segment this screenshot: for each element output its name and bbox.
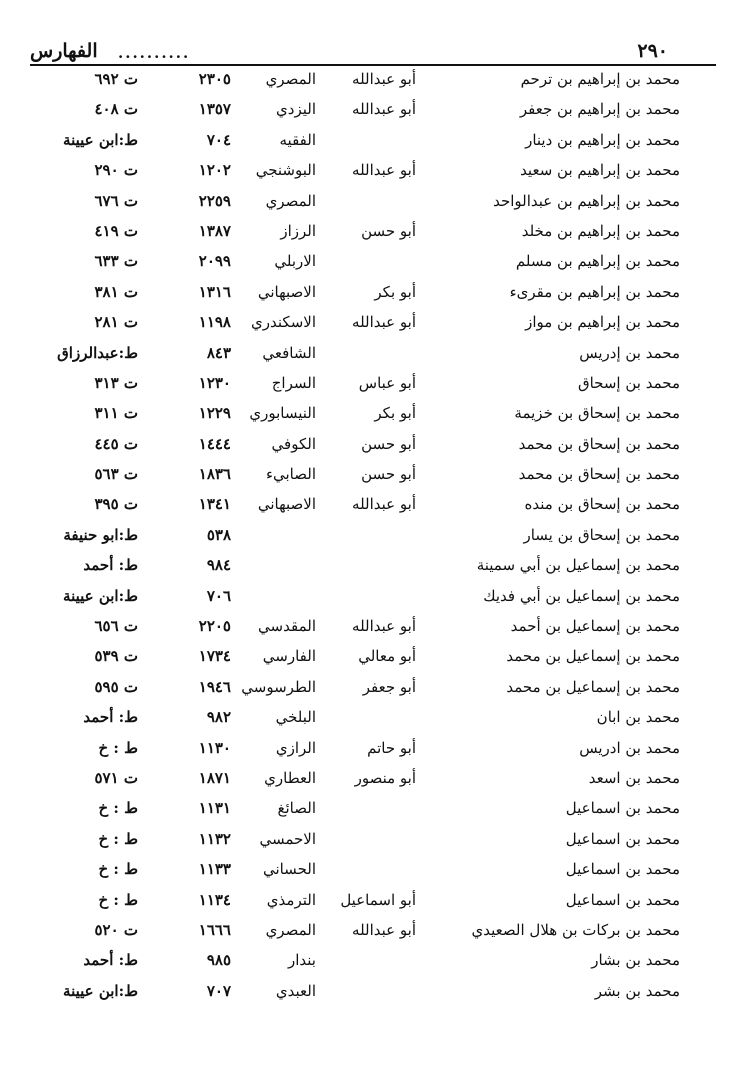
entry-number: ٧٠٦ <box>206 586 231 605</box>
entry-reference: ط:ابو حنيفة <box>63 525 138 544</box>
entry-number: ٢٢٥٩ <box>198 191 231 210</box>
entry-reference: ت ٣١٣ <box>94 373 138 392</box>
narrator-nisba: الفارسي <box>262 647 316 666</box>
entry-number: ٧٠٧ <box>206 981 231 1000</box>
entry-reference: ط:عبدالرزاق <box>57 343 138 362</box>
index-row <box>0 368 746 398</box>
entry-number: ١٣١٦ <box>198 282 231 301</box>
index-row <box>0 854 746 884</box>
entry-number: ١٣٤١ <box>198 495 231 514</box>
narrator-name: محمد بن اسماعيل <box>565 829 680 848</box>
index-row <box>0 155 746 185</box>
entry-reference: ت ٦٩٢ <box>94 70 138 88</box>
entry-number: ١١٩٨ <box>198 313 231 332</box>
narrator-kunya: أبو حسن <box>361 465 416 484</box>
narrator-name: محمد بن اسعد <box>588 768 680 787</box>
narrator-nisba: الطرسوسي <box>241 677 316 696</box>
index-row <box>0 641 746 671</box>
entry-reference: ت ٢٨١ <box>94 313 138 332</box>
entry-reference: ط : خ <box>98 738 138 757</box>
index-row <box>0 702 746 732</box>
index-row <box>0 186 746 216</box>
entry-number: ١١٣٣ <box>198 860 231 879</box>
entry-reference: ط : خ <box>98 799 138 818</box>
entry-reference: ت ٤٠٨ <box>94 100 138 119</box>
narrator-name: محمد بن إبراهيم بن عبدالواحد <box>493 191 680 210</box>
index-row <box>0 246 746 276</box>
narrator-name: محمد بن إسماعيل بن أبي فديك <box>483 586 680 605</box>
narrator-kunya: أبو بكر <box>374 282 416 301</box>
entry-number: ١٢٠٢ <box>198 161 231 180</box>
entry-number: ١١٣٤ <box>198 890 231 909</box>
entry-reference: ت ٣٨١ <box>94 282 138 301</box>
narrator-kunya: أبو عبدالله <box>352 920 416 939</box>
narrator-name: محمد بن اسماعيل <box>565 799 680 818</box>
index-row <box>0 915 746 945</box>
narrator-kunya: أبو منصور <box>354 768 416 787</box>
entry-number: ١٧٣٤ <box>198 647 231 666</box>
narrator-nisba: الرازي <box>275 738 316 757</box>
entry-reference: ط:ابن عيينة <box>63 130 138 149</box>
entry-number: ٥٣٨ <box>206 525 231 544</box>
narrator-nisba: الصابيء <box>265 465 316 484</box>
entry-reference: ط: أحمد <box>83 556 138 575</box>
narrator-name: محمد بن إسحاق <box>577 373 680 392</box>
narrator-name: محمد بن اسماعيل <box>565 860 680 879</box>
entry-reference: ت ٥٢٠ <box>94 920 138 939</box>
narrator-nisba: الشافعي <box>262 343 316 362</box>
entry-reference: ط:ابن عيينة <box>63 586 138 605</box>
narrator-name: محمد بن بشار <box>591 951 680 970</box>
entry-reference: ط : خ <box>98 829 138 848</box>
narrator-kunya: أبو جعفر <box>362 677 416 696</box>
entry-number: ٧٠٤ <box>206 130 231 149</box>
narrator-name: محمد بن إبراهيم بن ترحم <box>520 70 680 88</box>
entry-reference: ت ٥٩٥ <box>94 677 138 696</box>
narrator-nisba: الكوفي <box>271 434 316 453</box>
entry-number: ١٩٤٦ <box>198 677 231 696</box>
narrator-name: محمد بن إبراهيم بن مخلد <box>521 221 680 240</box>
index-row <box>0 489 746 519</box>
entry-reference: ت ٣٩٥ <box>94 495 138 514</box>
entry-reference: ت ٦٧٦ <box>94 191 138 210</box>
entry-number: ٨٤٣ <box>206 343 231 362</box>
entry-reference: ط : خ <box>98 890 138 909</box>
narrator-name: محمد بن إبراهيم بن مواز <box>525 313 680 332</box>
entry-number: ٢٢٠٥ <box>198 617 231 636</box>
index-row <box>0 763 746 793</box>
narrator-nisba: المصري <box>265 191 316 210</box>
index-list <box>0 64 746 1006</box>
narrator-kunya: أبو عبدالله <box>352 100 416 119</box>
narrator-nisba: البلخي <box>275 708 316 727</box>
narrator-name: محمد بن إسحاق بن محمد <box>518 434 680 453</box>
narrator-name: محمد بن إسحاق بن يسار <box>523 525 680 544</box>
entry-number: ٢٣٠٥ <box>198 70 231 88</box>
narrator-kunya: أبو عباس <box>358 373 416 392</box>
index-row <box>0 550 746 580</box>
entry-reference: ت ٦٣٣ <box>94 252 138 271</box>
narrator-name: محمد بن إدريس <box>579 343 680 362</box>
entry-number: ١٣٨٧ <box>198 221 231 240</box>
entry-reference: ط: أحمد <box>83 951 138 970</box>
narrator-nisba: الرزاز <box>280 221 316 240</box>
entry-number: ١١٣١ <box>198 799 231 818</box>
narrator-nisba: الاربلي <box>274 252 316 271</box>
entry-number: ١١٣٠ <box>198 738 231 757</box>
narrator-kunya: أبو حاتم <box>367 738 416 757</box>
entry-reference: ت ٦٥٦ <box>94 617 138 636</box>
entry-number: ١١٣٢ <box>198 829 231 848</box>
entry-reference: ط: أحمد <box>83 708 138 727</box>
narrator-nisba: الحساني <box>262 860 316 879</box>
entry-number: ٩٨٥ <box>206 951 231 970</box>
narrator-kunya: أبو حسن <box>361 221 416 240</box>
index-row <box>0 611 746 641</box>
narrator-kunya: أبو عبدالله <box>352 313 416 332</box>
narrator-name: محمد بن إبراهيم بن دينار <box>525 130 680 149</box>
section-title: الفهارس <box>30 40 98 62</box>
index-row <box>0 64 746 94</box>
narrator-name: محمد بن إبراهيم بن سعيد <box>520 161 680 180</box>
entry-number: ١٨٧١ <box>198 768 231 787</box>
narrator-name: محمد بن بركات بن هلال الصعيدي <box>471 920 680 939</box>
entry-number: ١٤٤٤ <box>198 434 231 453</box>
index-row <box>0 733 746 763</box>
narrator-nisba: الصائغ <box>277 799 316 818</box>
narrator-name: محمد بن إسماعيل بن محمد <box>506 647 680 666</box>
narrator-nisba: العطاري <box>264 768 316 787</box>
entry-number: ٩٨٤ <box>206 556 231 575</box>
entry-reference: ت ٥٣٩ <box>94 647 138 666</box>
narrator-name: محمد بن إسماعيل بن محمد <box>506 677 680 696</box>
entry-reference: ت ٢٩٠ <box>94 161 138 180</box>
entry-reference: ط : خ <box>98 860 138 879</box>
narrator-name: محمد بن إبراهيم بن مقرىء <box>509 282 680 301</box>
narrator-kunya: أبو عبدالله <box>352 70 416 88</box>
entry-number: ١٨٣٦ <box>198 465 231 484</box>
index-row <box>0 398 746 428</box>
narrator-nisba: بندار <box>288 951 316 970</box>
narrator-kunya: أبو اسماعيل <box>340 890 416 909</box>
index-row <box>0 945 746 975</box>
index-row <box>0 125 746 155</box>
index-row <box>0 216 746 246</box>
entry-reference: ت ٤٤٥ <box>94 434 138 453</box>
narrator-nisba: البوشنجي <box>255 161 316 180</box>
narrator-name: محمد بن إسحاق بن منده <box>524 495 680 514</box>
narrator-name: محمد بن إبراهيم بن مسلم <box>515 252 680 271</box>
entry-reference: ت ٥٦٣ <box>94 465 138 484</box>
index-row <box>0 885 746 915</box>
narrator-nisba: المقدسي <box>258 617 316 636</box>
narrator-kunya: أبو عبدالله <box>352 495 416 514</box>
page-number: ٢٩٠ <box>637 40 668 62</box>
entry-reference: ط:ابن عيينة <box>63 981 138 1000</box>
index-row <box>0 338 746 368</box>
narrator-name: محمد بن إسحاق بن خزيمة <box>514 404 680 423</box>
index-row <box>0 581 746 611</box>
index-row <box>0 307 746 337</box>
narrator-kunya: أبو عبدالله <box>352 161 416 180</box>
entry-number: ٩٨٢ <box>206 708 231 727</box>
narrator-nisba: المصري <box>265 70 316 88</box>
entry-number: ١٦٦٦ <box>198 920 231 939</box>
index-row <box>0 976 746 1006</box>
narrator-name: محمد بن بشر <box>594 981 680 1000</box>
narrator-name: محمد بن ادريس <box>579 738 680 757</box>
entry-reference: ت ٥٧١ <box>94 768 138 787</box>
index-row <box>0 793 746 823</box>
narrator-name: محمد بن ابان <box>596 708 680 727</box>
index-row <box>0 277 746 307</box>
narrator-kunya: أبو بكر <box>374 404 416 423</box>
narrator-nisba: النيسابوري <box>249 404 316 423</box>
index-row <box>0 429 746 459</box>
narrator-name: محمد بن إسماعيل بن أحمد <box>510 617 680 636</box>
narrator-nisba: السراج <box>271 373 316 392</box>
entry-number: ١٢٢٩ <box>198 404 231 423</box>
narrator-nisba: الاحمسي <box>259 829 316 848</box>
index-row <box>0 520 746 550</box>
narrator-nisba: المصري <box>265 920 316 939</box>
entry-reference: ت ٣١١ <box>94 404 138 423</box>
narrator-kunya: أبو عبدالله <box>352 617 416 636</box>
index-row <box>0 94 746 124</box>
narrator-name: محمد بن إبراهيم بن جعفر <box>519 100 680 119</box>
narrator-name: محمد بن إسماعيل بن أبي سمينة <box>476 556 680 575</box>
narrator-nisba: الترمذي <box>266 890 316 909</box>
index-row <box>0 459 746 489</box>
entry-number: ٢٠٩٩ <box>198 252 231 271</box>
narrator-name: محمد بن اسماعيل <box>565 890 680 909</box>
header-dots: .......... <box>118 44 191 62</box>
entry-number: ١٣٥٧ <box>198 100 231 119</box>
narrator-nisba: الاسكندري <box>251 313 316 332</box>
narrator-nisba: الاصبهاني <box>257 282 316 301</box>
entry-reference: ت ٤١٩ <box>94 221 138 240</box>
index-row <box>0 824 746 854</box>
entry-number: ١٢٣٠ <box>198 373 231 392</box>
narrator-kunya: أبو حسن <box>361 434 416 453</box>
narrator-kunya: أبو معالي <box>358 647 416 666</box>
index-row <box>0 672 746 702</box>
narrator-nisba: الاصبهاني <box>257 495 316 514</box>
narrator-name: محمد بن إسحاق بن محمد <box>518 465 680 484</box>
narrator-nisba: العبدي <box>275 981 316 1000</box>
narrator-nisba: اليزدي <box>276 100 316 119</box>
narrator-nisba: الفقيه <box>279 130 316 149</box>
